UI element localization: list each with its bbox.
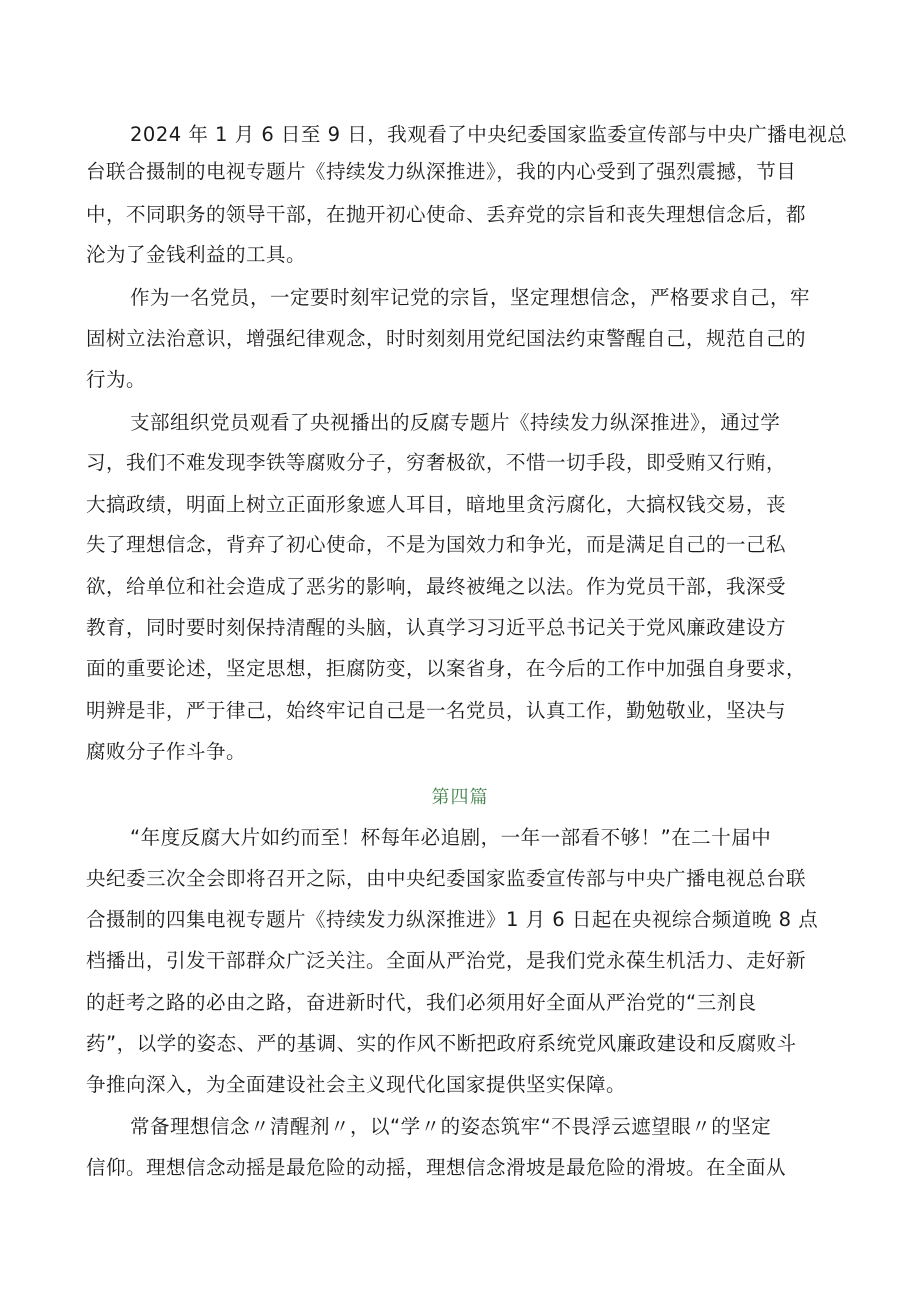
text-line: 明辨是非，严于律己，始终牢记自己是一名党员，认真工作，勤勉敬业，坚决与 [86, 699, 787, 722]
text-line: 央纪委三次全会即将召开之际，由中央纪委国家监委宣传部与中央广播电视总台联 [86, 867, 807, 890]
text-line: 的赶考之路的必由之路，奋进新时代，我们必须用好全面从严治党的“三剂良 [86, 991, 757, 1014]
text-line: 中，不同职务的领导干部，在抛开初心使命、丢弃党的宗旨和丧失理想信念后，都 [86, 203, 807, 226]
text-line: 习，我们不难发现李铁等腐败分子，穷奢极欲，不惜一切手段，即受贿又行贿， [86, 451, 787, 474]
text-line: 教育，同时要时刻保持清醒的头脑，认真学习习近平总书记关于党风廉政建设方 [86, 616, 787, 639]
text-line: 档播出，引发干部群众广泛关注。全面从严治党，是我们党永葆生机活力、走好新 [86, 949, 807, 972]
section-heading: 第四篇 [431, 787, 489, 808]
text-line: 药”，以学的姿态、严的基调、实的作风不断把政府系统党风廉政建设和反腐败斗 [86, 1032, 797, 1055]
text-line: 支部组织党员观看了央视播出的反腐专题片《持续发力纵深推进》，通过学 [130, 411, 781, 434]
text-line: 行为。 [86, 368, 147, 391]
text-line: 台联合摄制的电视专题片《持续发力纵深推进》，我的内心受到了强烈震撼，节目 [86, 160, 797, 183]
text-line: 面的重要论述，坚定思想，拒腐防变，以案省身，在今后的工作中加强自身要求， [86, 657, 807, 680]
text-line: 常备理想信念〃清醒剂〃，以“学〃的姿态筑牢“不畏浮云遮望眼〃的坚定 [130, 1115, 772, 1138]
text-line: 欲，给单位和社会造成了恶劣的影响，最终被绳之以法。作为党员干部，我深受 [86, 575, 787, 598]
text-line: 作为一名党员，一定要时刻牢记党的宗旨，坚定理想信念，严格要求自己，牢 [130, 286, 811, 309]
text-line: 大搞政绩，明面上树立正面形象遮人耳目，暗地里贪污腐化，大搞权钱交易，丧 [86, 493, 787, 516]
text-line: 腐败分子作斗争。 [86, 740, 247, 763]
text-line: 2024 年 1 月 6 日至 9 日，我观看了中央纪委国家监委宣传部与中央广播电视总 [130, 123, 848, 146]
text-line: 固树立法治意识，增强纪律观念，时时刻刻用党纪国法约束警醒自己，规范自己的 [86, 327, 807, 350]
text-line: 失了理想信念，背弃了初心使命，不是为国效力和争光，而是满足自己的一己私 [86, 533, 787, 556]
text-line: 沦为了金钱利益的工具。 [86, 243, 307, 266]
text-line: 争推向深入，为全面建设社会主义现代化国家提供坚实保障。 [86, 1073, 627, 1096]
text-line: “年度反腐大片如约而至！杯每年必追剧，一年一部看不够！”在二十届中 [130, 826, 772, 849]
text-line: 合摄制的四集电视专题片《持续发力纵深推进》1 月 6 日起在央视综合频道晚 8 点 [86, 908, 819, 931]
text-line: 信仰。理想信念动摇是最危险的动摇，理想信念滑坡是最危险的滑坡。在全面从 [86, 1156, 787, 1179]
